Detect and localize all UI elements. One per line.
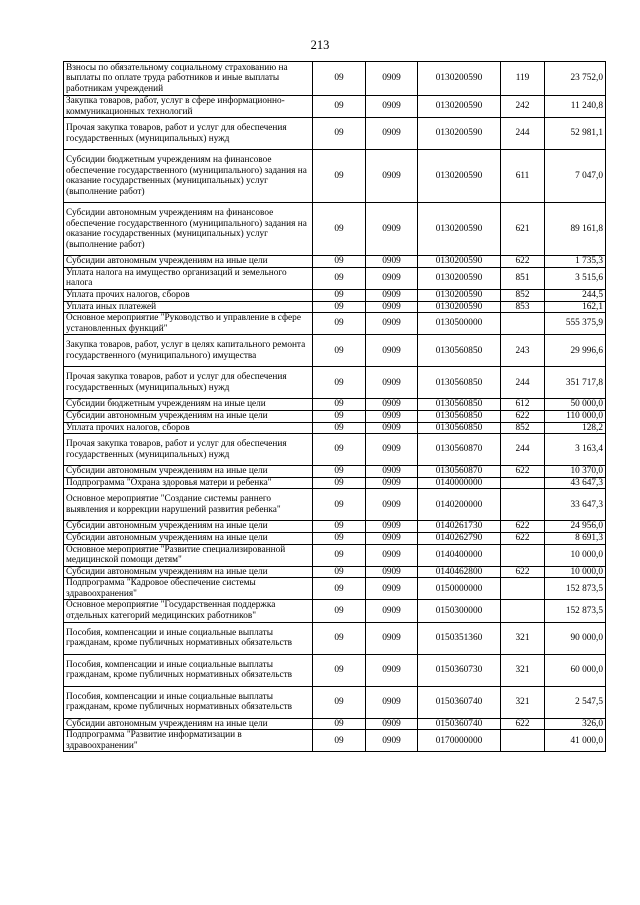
row-subsection-cell: 0909 xyxy=(366,544,418,566)
row-expense-type-cell xyxy=(501,600,545,622)
row-expense-type-cell: 119 xyxy=(501,62,545,96)
row-sum-cell: 33 647,3 xyxy=(545,489,606,521)
row-subsection-cell: 0909 xyxy=(366,521,418,533)
row-article-cell: 0130200590 xyxy=(418,256,501,268)
row-article-cell: 0170000000 xyxy=(418,730,501,752)
table-row xyxy=(64,367,606,399)
row-name-cell: Основное мероприятие "Руководство и управление в сфере установленных функций" xyxy=(64,313,313,335)
row-expense-type-cell: 622 xyxy=(501,466,545,478)
row-article-cell: 0130200590 xyxy=(418,62,501,96)
table-row xyxy=(64,532,606,544)
row-expense-type-cell: 321 xyxy=(501,686,545,718)
row-section-cell: 09 xyxy=(313,267,366,289)
row-sum-cell: 43 647,3 xyxy=(545,477,606,489)
row-sum-cell: 60 000,0 xyxy=(545,654,606,686)
row-article-cell: 0140200000 xyxy=(418,489,501,521)
row-article-cell: 0130200590 xyxy=(418,203,501,256)
row-section-cell: 09 xyxy=(313,718,366,730)
row-expense-type-cell: 853 xyxy=(501,301,545,313)
row-expense-type-cell xyxy=(501,578,545,600)
table-row xyxy=(64,118,606,150)
row-name-cell: Основное мероприятие "Создание системы раннего выявления и коррекции нарушений развития ребенка" xyxy=(64,489,313,521)
row-subsection-cell: 0909 xyxy=(366,566,418,578)
row-subsection-cell: 0909 xyxy=(366,578,418,600)
row-name-cell: Субсидии бюджетным учреждениям на иные цели xyxy=(64,399,313,411)
row-expense-type-cell xyxy=(501,544,545,566)
table-row xyxy=(64,466,606,478)
table-row xyxy=(64,335,606,367)
row-section-cell: 09 xyxy=(313,466,366,478)
table-row xyxy=(64,718,606,730)
row-subsection-cell: 0909 xyxy=(366,622,418,654)
row-subsection-cell: 0909 xyxy=(366,434,418,466)
table-row xyxy=(64,521,606,533)
row-sum-cell: 110 000,0 xyxy=(545,410,606,422)
row-sum-cell: 50 000,0 xyxy=(545,399,606,411)
row-sum-cell: 128,2 xyxy=(545,422,606,434)
table-row xyxy=(64,410,606,422)
row-sum-cell: 41 000,0 xyxy=(545,730,606,752)
row-expense-type-cell xyxy=(501,489,545,521)
row-name-cell: Прочая закупка товаров, работ и услуг для обеспечения государственных (муниципальных) нужд xyxy=(64,118,313,150)
row-section-cell: 09 xyxy=(313,410,366,422)
row-section-cell: 09 xyxy=(313,96,366,118)
row-sum-cell: 162,1 xyxy=(545,301,606,313)
row-name-cell: Субсидии автономным учреждениям на иные цели xyxy=(64,718,313,730)
row-subsection-cell: 0909 xyxy=(366,532,418,544)
row-name-cell: Пособия, компенсации и иные социальные выплаты гражданам, кроме публичных нормативных обязательств xyxy=(64,686,313,718)
row-subsection-cell: 0909 xyxy=(366,477,418,489)
table-row xyxy=(64,654,606,686)
table-row xyxy=(64,566,606,578)
row-subsection-cell: 0909 xyxy=(366,335,418,367)
row-sum-cell: 351 717,8 xyxy=(545,367,606,399)
row-section-cell: 09 xyxy=(313,256,366,268)
row-subsection-cell: 0909 xyxy=(366,654,418,686)
table-row xyxy=(64,686,606,718)
row-expense-type-cell: 621 xyxy=(501,203,545,256)
row-subsection-cell: 0909 xyxy=(366,422,418,434)
row-article-cell: 0130560850 xyxy=(418,422,501,434)
row-section-cell: 09 xyxy=(313,600,366,622)
row-expense-type-cell: 244 xyxy=(501,367,545,399)
row-name-cell: Закупка товаров, работ, услуг в целях капитального ремонта государственного (муниципального) имущества xyxy=(64,335,313,367)
row-name-cell: Подпрограмма "Кадровое обеспечение системы здравоохранения" xyxy=(64,578,313,600)
table-row xyxy=(64,422,606,434)
row-expense-type-cell: 622 xyxy=(501,410,545,422)
row-expense-type-cell: 321 xyxy=(501,654,545,686)
row-section-cell: 09 xyxy=(313,118,366,150)
table-row xyxy=(64,256,606,268)
row-article-cell: 0140262790 xyxy=(418,532,501,544)
row-section-cell: 09 xyxy=(313,686,366,718)
row-section-cell: 09 xyxy=(313,434,366,466)
row-name-cell: Уплата иных платежей xyxy=(64,301,313,313)
row-article-cell: 0150360740 xyxy=(418,718,501,730)
row-section-cell: 09 xyxy=(313,578,366,600)
row-name-cell: Уплата прочих налогов, сборов xyxy=(64,289,313,301)
row-article-cell: 0150351360 xyxy=(418,622,501,654)
row-name-cell: Субсидии автономным учреждениям на иные цели xyxy=(64,410,313,422)
row-article-cell: 0140400000 xyxy=(418,544,501,566)
row-article-cell: 0140261730 xyxy=(418,521,501,533)
row-subsection-cell: 0909 xyxy=(366,62,418,96)
row-section-cell: 09 xyxy=(313,521,366,533)
table-row xyxy=(64,489,606,521)
row-name-cell: Уплата налога на имущество организаций и земельного налога xyxy=(64,267,313,289)
row-sum-cell: 10 000,0 xyxy=(545,544,606,566)
row-expense-type-cell: 622 xyxy=(501,521,545,533)
row-subsection-cell: 0909 xyxy=(366,289,418,301)
row-expense-type-cell xyxy=(501,313,545,335)
row-article-cell: 0130200590 xyxy=(418,118,501,150)
row-article-cell: 0150300000 xyxy=(418,600,501,622)
row-subsection-cell: 0909 xyxy=(366,718,418,730)
table-row xyxy=(64,301,606,313)
row-expense-type-cell xyxy=(501,730,545,752)
row-expense-type-cell: 611 xyxy=(501,150,545,203)
row-subsection-cell: 0909 xyxy=(366,96,418,118)
row-article-cell: 0140462800 xyxy=(418,566,501,578)
row-name-cell: Основное мероприятие "Государственная поддержка отдельных категорий медицинских работников" xyxy=(64,600,313,622)
row-name-cell: Субсидии автономным учреждениям на иные цели xyxy=(64,466,313,478)
row-sum-cell: 555 375,9 xyxy=(545,313,606,335)
row-article-cell: 0130200590 xyxy=(418,96,501,118)
row-section-cell: 09 xyxy=(313,335,366,367)
row-subsection-cell: 0909 xyxy=(366,600,418,622)
row-section-cell: 09 xyxy=(313,654,366,686)
row-name-cell: Закупка товаров, работ, услуг в сфере информационно-коммуникационных технологий xyxy=(64,96,313,118)
row-sum-cell: 1 735,3 xyxy=(545,256,606,268)
row-article-cell: 0130560850 xyxy=(418,335,501,367)
row-article-cell: 0130560850 xyxy=(418,367,501,399)
row-article-cell: 0130200590 xyxy=(418,267,501,289)
budget-table xyxy=(63,61,606,752)
row-subsection-cell: 0909 xyxy=(366,301,418,313)
row-sum-cell: 7 047,0 xyxy=(545,150,606,203)
row-sum-cell: 11 240,8 xyxy=(545,96,606,118)
row-expense-type-cell: 244 xyxy=(501,118,545,150)
row-section-cell: 09 xyxy=(313,566,366,578)
row-sum-cell: 152 873,5 xyxy=(545,600,606,622)
row-expense-type-cell xyxy=(501,477,545,489)
row-expense-type-cell: 321 xyxy=(501,622,545,654)
table-row xyxy=(64,267,606,289)
row-sum-cell: 8 691,3 xyxy=(545,532,606,544)
row-name-cell: Субсидии автономным учреждениям на иные цели xyxy=(64,532,313,544)
row-expense-type-cell: 622 xyxy=(501,256,545,268)
row-section-cell: 09 xyxy=(313,399,366,411)
row-expense-type-cell: 242 xyxy=(501,96,545,118)
row-name-cell: Взносы по обязательному социальному страхованию на выплаты по оплате труда работников и иные выплаты работникам учреждений xyxy=(64,62,313,96)
row-sum-cell: 89 161,8 xyxy=(545,203,606,256)
row-name-cell: Пособия, компенсации и иные социальные выплаты гражданам, кроме публичных нормативных обязательств xyxy=(64,622,313,654)
row-article-cell: 0140000000 xyxy=(418,477,501,489)
row-name-cell: Прочая закупка товаров, работ и услуг для обеспечения государственных (муниципальных) нужд xyxy=(64,434,313,466)
row-subsection-cell: 0909 xyxy=(366,399,418,411)
row-article-cell: 0130200590 xyxy=(418,289,501,301)
row-name-cell: Уплата прочих налогов, сборов xyxy=(64,422,313,434)
row-expense-type-cell: 244 xyxy=(501,434,545,466)
row-subsection-cell: 0909 xyxy=(366,410,418,422)
row-article-cell: 0150000000 xyxy=(418,578,501,600)
row-subsection-cell: 0909 xyxy=(366,267,418,289)
row-sum-cell: 3 163,4 xyxy=(545,434,606,466)
row-sum-cell: 152 873,5 xyxy=(545,578,606,600)
row-name-cell: Основное мероприятие "Развитие специализированной медицинской помощи детям" xyxy=(64,544,313,566)
row-name-cell: Пособия, компенсации и иные социальные выплаты гражданам, кроме публичных нормативных обязательств xyxy=(64,654,313,686)
row-article-cell: 0130500000 xyxy=(418,313,501,335)
table-row xyxy=(64,477,606,489)
row-section-cell: 09 xyxy=(313,289,366,301)
row-section-cell: 09 xyxy=(313,730,366,752)
row-sum-cell: 29 996,6 xyxy=(545,335,606,367)
row-section-cell: 09 xyxy=(313,313,366,335)
table-row xyxy=(64,313,606,335)
row-expense-type-cell: 243 xyxy=(501,335,545,367)
row-subsection-cell: 0909 xyxy=(366,489,418,521)
row-article-cell: 0130200590 xyxy=(418,150,501,203)
row-article-cell: 0130560850 xyxy=(418,399,501,411)
row-name-cell: Субсидии автономным учреждениям на иные цели xyxy=(64,256,313,268)
row-sum-cell: 2 547,5 xyxy=(545,686,606,718)
row-section-cell: 09 xyxy=(313,544,366,566)
row-subsection-cell: 0909 xyxy=(366,367,418,399)
table-row xyxy=(64,578,606,600)
row-expense-type-cell: 852 xyxy=(501,422,545,434)
row-name-cell: Подпрограмма "Охрана здоровья матери и ребенка" xyxy=(64,477,313,489)
table-row xyxy=(64,62,606,96)
row-expense-type-cell: 622 xyxy=(501,532,545,544)
table-row xyxy=(64,96,606,118)
row-article-cell: 0130560850 xyxy=(418,410,501,422)
table-row xyxy=(64,730,606,752)
page-number: 213 xyxy=(310,38,330,52)
row-subsection-cell: 0909 xyxy=(366,313,418,335)
row-expense-type-cell: 612 xyxy=(501,399,545,411)
row-section-cell: 09 xyxy=(313,532,366,544)
row-subsection-cell: 0909 xyxy=(366,686,418,718)
table-row xyxy=(64,150,606,203)
row-section-cell: 09 xyxy=(313,477,366,489)
row-article-cell: 0130560870 xyxy=(418,434,501,466)
row-subsection-cell: 0909 xyxy=(366,730,418,752)
row-subsection-cell: 0909 xyxy=(366,118,418,150)
table-row xyxy=(64,289,606,301)
row-subsection-cell: 0909 xyxy=(366,150,418,203)
row-sum-cell: 326,0 xyxy=(545,718,606,730)
row-expense-type-cell: 852 xyxy=(501,289,545,301)
row-section-cell: 09 xyxy=(313,301,366,313)
row-section-cell: 09 xyxy=(313,367,366,399)
row-sum-cell: 52 981,1 xyxy=(545,118,606,150)
row-name-cell: Субсидии автономным учреждениям на иные цели xyxy=(64,521,313,533)
row-name-cell: Прочая закупка товаров, работ и услуг для обеспечения государственных (муниципальных) нужд xyxy=(64,367,313,399)
row-sum-cell: 3 515,6 xyxy=(545,267,606,289)
row-name-cell: Подпрограмма "Развитие информатизации в здравоохранении" xyxy=(64,730,313,752)
row-article-cell: 0150360740 xyxy=(418,686,501,718)
row-article-cell: 0150360730 xyxy=(418,654,501,686)
table-row xyxy=(64,600,606,622)
row-sum-cell: 24 956,0 xyxy=(545,521,606,533)
row-section-cell: 09 xyxy=(313,62,366,96)
table-row xyxy=(64,203,606,256)
table-row xyxy=(64,622,606,654)
row-article-cell: 0130560870 xyxy=(418,466,501,478)
table-row xyxy=(64,399,606,411)
row-sum-cell: 244,5 xyxy=(545,289,606,301)
row-name-cell: Субсидии автономным учреждениям на иные цели xyxy=(64,566,313,578)
table-body xyxy=(64,62,606,752)
row-sum-cell: 90 000,0 xyxy=(545,622,606,654)
row-subsection-cell: 0909 xyxy=(366,466,418,478)
row-expense-type-cell: 851 xyxy=(501,267,545,289)
row-expense-type-cell: 622 xyxy=(501,718,545,730)
row-sum-cell: 23 752,0 xyxy=(545,62,606,96)
row-section-cell: 09 xyxy=(313,422,366,434)
row-expense-type-cell: 622 xyxy=(501,566,545,578)
table-row xyxy=(64,544,606,566)
row-sum-cell: 10 370,0 xyxy=(545,466,606,478)
row-section-cell: 09 xyxy=(313,203,366,256)
row-sum-cell: 10 000,0 xyxy=(545,566,606,578)
row-subsection-cell: 0909 xyxy=(366,203,418,256)
row-section-cell: 09 xyxy=(313,150,366,203)
row-name-cell: Субсидии бюджетным учреждениям на финансовое обеспечение государственного (муниципального) задания на оказание государственных (муниципальных) услуг (выполнение работ) xyxy=(64,150,313,203)
row-section-cell: 09 xyxy=(313,622,366,654)
row-section-cell: 09 xyxy=(313,489,366,521)
row-article-cell: 0130200590 xyxy=(418,301,501,313)
row-name-cell: Субсидии автономным учреждениям на финансовое обеспечение государственного (муниципального) задания на оказание государственных (муниципальных) услуг (выполнение работ) xyxy=(64,203,313,256)
table-row xyxy=(64,434,606,466)
row-subsection-cell: 0909 xyxy=(366,256,418,268)
